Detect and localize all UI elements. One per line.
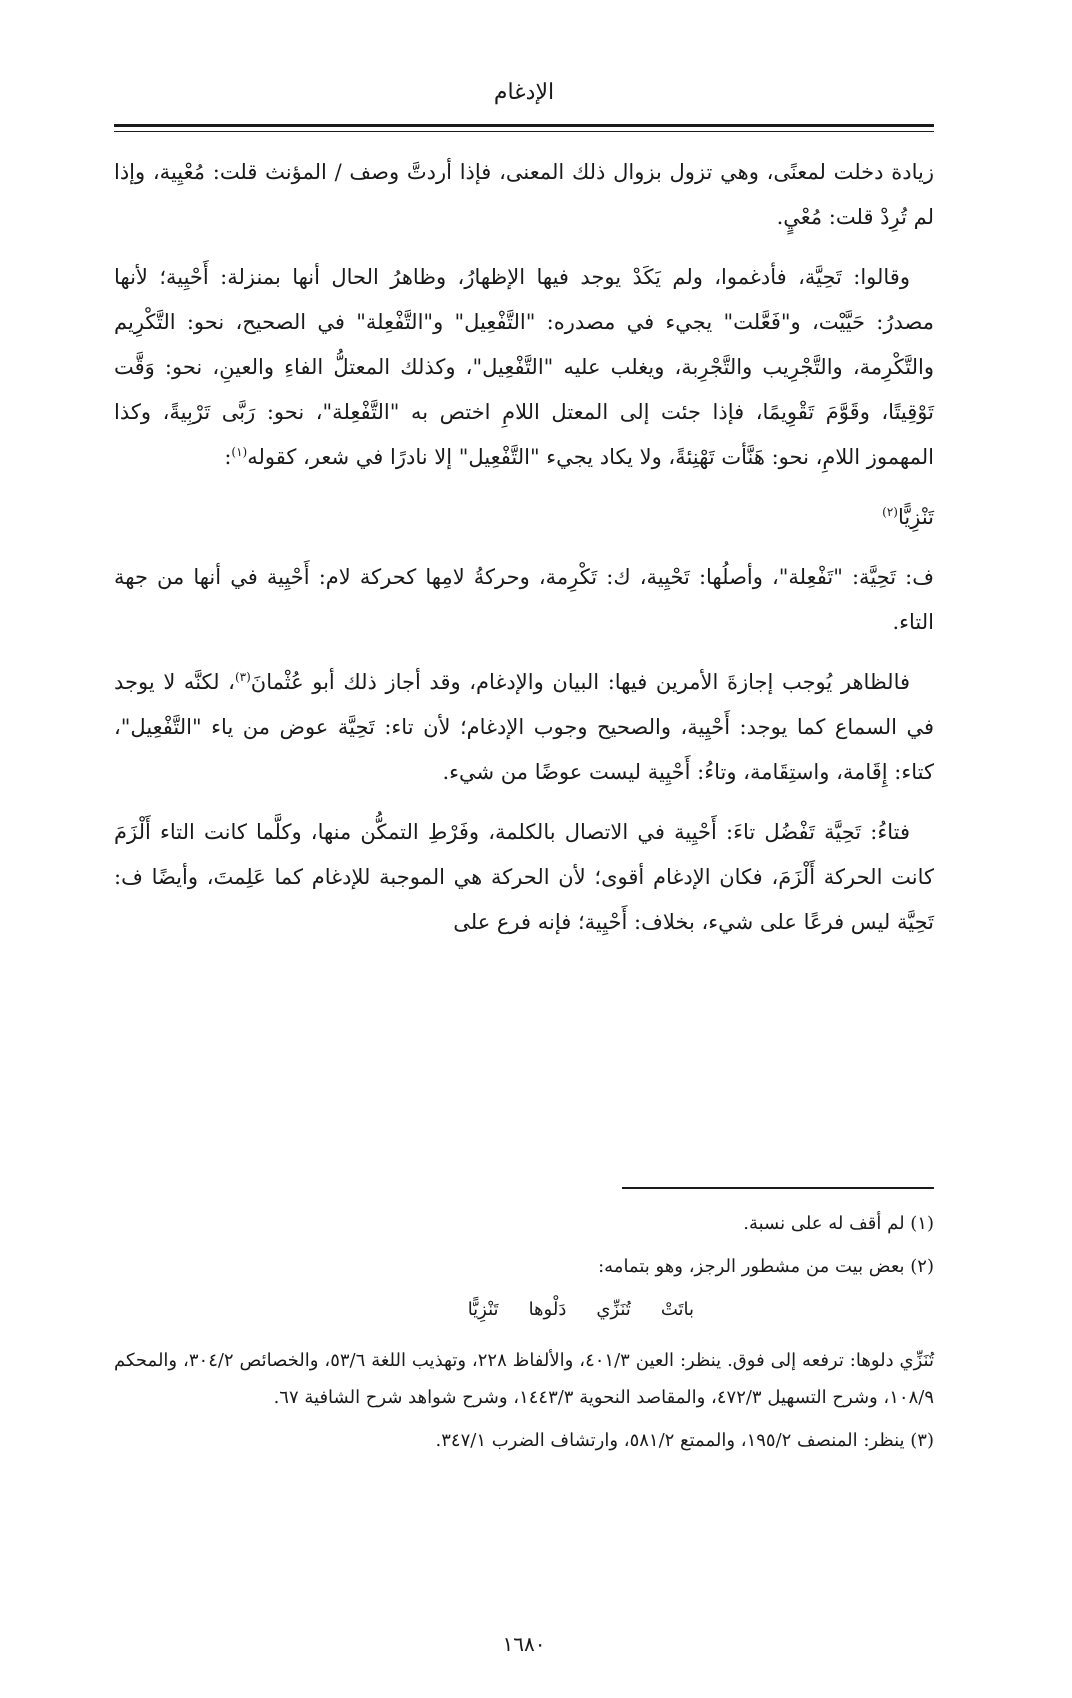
paragraph-2-tail: : <box>224 445 232 469</box>
footnote-ref-1: (١) <box>231 445 248 459</box>
paragraph-5: فتاءُ: تَحِيَّة تَفْضُل تاءَ: أَحْيِية في الاتصال بالكلمة، وفَرْطِ التمكُّن منها، وكلَّما كانت التاء أَلْزَمَ كانت الحركة أَلْزَمَ، فكان الإدغام أقوى؛ لأن الحركة هي الموجبة للإدغام كما عَلِمتَ، وأيضًا ف: تَحِيَّة ليس فرعًا على شيء، بخلاف: أَحْيِية؛ فإنه فرع على <box>114 820 934 934</box>
footnote-2-verse <box>114 1291 934 1328</box>
footnote-ref-2: (٢) <box>882 505 898 519</box>
footnote-1: (١) لم أقف له على نسبة. <box>743 1213 934 1234</box>
verse-text: تَنْزِيًّا <box>897 505 934 529</box>
paragraph-1: زيادة دخلت لمعنًى، وهي تزول بزوال ذلك المعنى، فإذا أردتَّ وصف / المؤنث قلت: مُعْيِية، وإذا لم تُرِدْ قلت: مُعْيٍ. <box>114 160 934 229</box>
paragraph-4-text-a: فالظاهر يُوجب إجازةَ الأمرين فيها: البيان والإدغام، وقد أجاز ذلك أبو عُثْمانَ <box>250 670 910 694</box>
footnote-ref-3: (٣) <box>234 670 251 684</box>
footnotes <box>114 1205 934 1465</box>
verse-word: باتَتْ <box>660 1299 694 1320</box>
paragraph-3: ف: تَحِيَّة: "تَفْعِلة"، وأصلُها: تَحْيِية، ك: تَكْرِمة، وحركةُ لامِها كحركة لام: أَحْيِية في أنها من جهة التاء. <box>114 565 934 634</box>
running-title: الإدغام <box>493 80 555 105</box>
main-text <box>114 150 934 960</box>
verse-word: تُنَزِّي <box>596 1299 631 1320</box>
footnote-2-gloss: تُنَزِّي دلوها: ترفعه إلى فوق. ينظر: العين ٤٠١/٣، والألفاظ ٢٢٨، وتهذيب اللغة ٥٣/٦، والخصائص ٣٠٤/٢، والمحكم ١٠٨/٩، وشرح التسهيل ٤٧٢/٣، والمقاصد النحوية ١٤٤٣/٣، وشرح شواهد شرح الشافية ٦٧. <box>114 1350 935 1408</box>
header-rule-thin <box>114 131 934 132</box>
verse-word: دَلْوها <box>528 1299 567 1320</box>
paragraph-4 <box>114 660 934 795</box>
footnote-separator <box>622 1187 934 1189</box>
footnote-3: (٣) ينظر: المنصف ١٩٥/٢، والممتع ٥٨١/٢، وارتشاف الضرب ٣٤٧/١. <box>435 1430 934 1451</box>
paragraph-2-text: وقالوا: تَحِيَّة، فأدغموا، ولم يَكَدْ يوجد فيها الإظهارُ، وظاهرُ الحال أنها بمنزلة: أَحْيِية؛ لأنها مصدرُ: حَيَّيْت، و"فَعَّلت" يجيء في مصدره: "التَّفْعِيل" و"التَّفْعِلة" في الصحيح، نحو: التَّكْرِيم والتَّكْرِمة، والتَّجْرِيب والتَّجْرِبة، ويغلب عليه "التَّفْعِيل"، وكذلك المعتلُّ الفاءِ والعينِ، نحو: وَقَّت تَوْقِيتًا، وقَوَّمَ تَقْوِيمًا، فإذا جئت إلى المعتل اللامِ اختص به "التَّفْعِلة"، نحو: رَبَّى تَرْبِيةً، وكذا المهموز اللامِ، نحو: هَنَّأت تَهْنِئةً، ولا يكاد يجيء "التَّفْعِيل" إلا نادرًا في شعر، كقوله <box>114 265 934 469</box>
header-rule-thick <box>114 124 934 127</box>
verse-citation <box>114 495 934 540</box>
paragraph-4-text-b: ، لكنَّه لا يوجد في السماع كما يوجد: أَحْيِية، والصحيح وجوب الإدغام؛ لأن تاء: تَحِيَّة عوض من ياء "التَّفْعِيل"، كتاء: إِقَامة، واستِقَامة، وتاءُ: أَحْيِية ليست عوضًا من شيء. <box>114 670 934 784</box>
page-number: ١٦٨٠ <box>502 1632 546 1656</box>
footnote-2: (٢) بعض بيت من مشطور الرجز، وهو بتمامه: <box>598 1256 934 1277</box>
verse-word: تَنْزِيًّا <box>467 1299 499 1320</box>
paragraph-2 <box>114 255 934 480</box>
